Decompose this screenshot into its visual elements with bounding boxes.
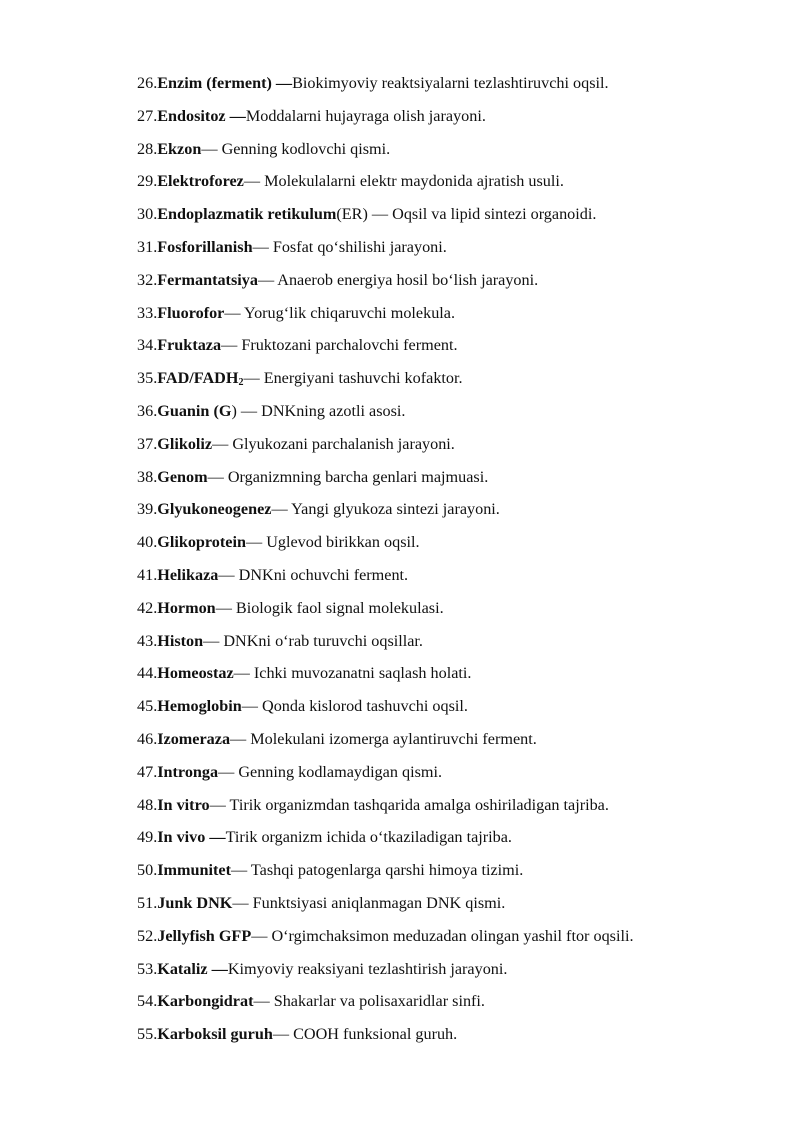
glossary-entry xyxy=(137,369,777,402)
entry-term: Endositoz — xyxy=(157,106,246,125)
glossary-entry xyxy=(137,304,777,337)
entry-definition: — Qonda kislorod tashuvchi oqsil. xyxy=(241,697,468,716)
entry-definition: — Glyukozani parchalanish jarayoni. xyxy=(212,434,455,453)
glossary-entry xyxy=(137,500,777,533)
entry-definition: — Uglevod birikkan oqsil. xyxy=(245,533,420,552)
entry-term: Immunitet xyxy=(157,861,231,880)
entry-number: 41. xyxy=(137,565,158,584)
entry-definition: — Yorug‘lik chiqaruvchi molekula. xyxy=(224,303,456,322)
glossary-entry xyxy=(137,828,777,861)
entry-definition: Moddalarni hujayraga olish jarayoni. xyxy=(245,106,486,125)
entry-number: 55. xyxy=(137,1025,158,1044)
glossary-entry xyxy=(137,927,777,960)
entry-number: 36. xyxy=(137,401,158,420)
entry-number: 46. xyxy=(137,729,158,748)
entry-definition: — Genning kodlamaydigan qismi. xyxy=(218,762,443,781)
entry-number: 52. xyxy=(137,926,158,945)
glossary-entry xyxy=(137,599,777,632)
entry-number: 45. xyxy=(137,697,158,716)
entry-definition: — DNKni ochuvchi ferment. xyxy=(218,565,409,584)
glossary-entry xyxy=(137,861,777,894)
entry-term: Endoplazmatik retikulum xyxy=(157,205,337,224)
entry-term: Hemoglobin xyxy=(157,697,242,716)
entry-definition: Biokimyoviy reaktsiyalarni tezlashtiruvchi oqsil. xyxy=(292,74,609,92)
entry-definition: ) — DNKning azotli asosi. xyxy=(231,401,406,420)
entry-number: 54. xyxy=(137,992,158,1011)
glossary-entry xyxy=(137,435,777,468)
entry-definition: — Energiyani tashuvchi kofaktor. xyxy=(243,369,463,388)
glossary-entry xyxy=(137,664,777,697)
entry-definition: — Funktsiyasi aniqlanmagan DNK qismi. xyxy=(232,893,506,912)
entry-number: 35. xyxy=(137,369,158,388)
glossary-entry xyxy=(137,533,777,566)
glossary-entry xyxy=(137,960,777,993)
entry-definition: — Genning kodlovchi qismi. xyxy=(201,139,391,158)
entry-term: Karbongidrat xyxy=(157,992,254,1011)
glossary-entry xyxy=(137,730,777,763)
entry-term: Karboksil guruh xyxy=(157,1025,273,1044)
entry-term: Hormon xyxy=(157,598,216,617)
entry-term: Homeostaz xyxy=(157,664,234,683)
entry-definition: — Molekulalarni elektr maydonida ajratish usuli. xyxy=(243,172,564,191)
entry-term: Intronga xyxy=(157,762,219,781)
entry-term: Histon xyxy=(157,631,204,650)
entry-term-subscript: 2 xyxy=(238,377,244,389)
entry-number: 50. xyxy=(137,861,158,880)
entry-term: Helikaza xyxy=(157,565,219,584)
glossary-entry xyxy=(137,140,777,173)
entry-term: Ekzon xyxy=(157,139,202,158)
entry-definition: — COOH funksional guruh. xyxy=(272,1025,458,1044)
glossary-entry xyxy=(137,205,777,238)
entry-number: 32. xyxy=(137,270,158,289)
entry-definition: — Tashqi patogenlarga qarshi himoya tizimi. xyxy=(230,861,524,880)
glossary-entry xyxy=(137,238,777,271)
entry-number: 47. xyxy=(137,762,158,781)
entry-number: 31. xyxy=(137,237,158,256)
entry-definition: — Anaerob energiya hosil bo‘lish jarayoni. xyxy=(257,270,539,289)
entry-term: Fruktaza xyxy=(157,336,222,355)
entry-number: 29. xyxy=(137,172,158,191)
entry-number: 53. xyxy=(137,959,158,978)
entry-number: 27. xyxy=(137,106,158,125)
entry-number: 38. xyxy=(137,467,158,486)
entry-definition: — Shakarlar va polisaxaridlar sinfi. xyxy=(253,992,485,1011)
entry-number: 26. xyxy=(137,74,158,92)
entry-number: 49. xyxy=(137,828,158,847)
entry-definition: (ER) — Oqsil va lipid sintezi organoidi. xyxy=(336,205,597,224)
glossary-entry xyxy=(137,796,777,829)
entry-term: Glyukoneogenez xyxy=(157,500,272,519)
entry-definition: — Ichki muvozanatni saqlash holati. xyxy=(233,664,472,683)
entry-term-text: FAD/FADH xyxy=(157,369,239,388)
entry-number: 42. xyxy=(137,598,158,617)
glossary-entry xyxy=(137,697,777,730)
entry-number: 39. xyxy=(137,500,158,519)
entry-definition: — Molekulani izomerga aylantiruvchi ferment. xyxy=(230,729,537,748)
glossary-entry xyxy=(137,172,777,205)
entry-term: Izomeraza xyxy=(157,729,231,748)
entry-definition: — DNKni o‘rab turuvchi oqsillar. xyxy=(203,631,423,650)
glossary-entry xyxy=(137,271,777,304)
entry-number: 48. xyxy=(137,795,158,814)
entry-definition: — Tirik organizmdan tashqarida amalga oshiriladigan tajriba. xyxy=(209,795,609,814)
glossary-entry xyxy=(137,992,777,1025)
entry-term: Guanin (G xyxy=(157,401,232,420)
entry-definition: — Yangi glyukoza sintezi jarayoni. xyxy=(271,500,500,519)
entry-number: 28. xyxy=(137,139,158,158)
entry-definition: Kimyoviy reaksiyani tezlashtirish jarayoni. xyxy=(227,959,508,978)
entry-number: 34. xyxy=(137,336,158,355)
entry-number: 33. xyxy=(137,303,158,322)
entry-number: 51. xyxy=(137,893,158,912)
entry-term: Fluorofor xyxy=(157,303,225,322)
entry-number: 44. xyxy=(137,664,158,683)
entry-term: Glikoliz xyxy=(157,434,213,453)
glossary-list xyxy=(137,74,777,1058)
entry-term: Kataliz — xyxy=(157,959,228,978)
entry-definition: — Fruktozani parchalovchi ferment. xyxy=(221,336,458,355)
entry-number: 37. xyxy=(137,434,158,453)
entry-term: Jellyfish GFP xyxy=(157,926,252,945)
entry-definition: — Biologik faol signal molekulasi. xyxy=(215,598,444,617)
glossary-entry xyxy=(137,402,777,435)
glossary-entry xyxy=(137,763,777,796)
entry-definition: — Fosfat qo‘shilishi jarayoni. xyxy=(252,237,447,256)
glossary-entry xyxy=(137,74,777,107)
entry-definition: — Organizmning barcha genlari majmuasi. xyxy=(207,467,489,486)
entry-term xyxy=(157,369,243,388)
entry-number: 40. xyxy=(137,533,158,552)
glossary-entry xyxy=(137,107,777,140)
entry-term: Elektroforez xyxy=(157,172,244,191)
entry-term: In vitro xyxy=(157,795,210,814)
entry-term: Fermantatsiya xyxy=(157,270,258,289)
entry-term: Junk DNK xyxy=(157,893,233,912)
glossary-entry xyxy=(137,894,777,927)
glossary-entry xyxy=(137,632,777,665)
entry-term: Genom xyxy=(157,467,208,486)
entry-definition: — O‘rgimchaksimon meduzadan olingan yashil ftor oqsili. xyxy=(251,926,634,945)
glossary-entry xyxy=(137,566,777,599)
entry-term: Fosforillanish xyxy=(157,237,253,256)
entry-term: Glikoprotein xyxy=(157,533,246,552)
entry-term: Enzim (ferment) — xyxy=(157,74,293,92)
entry-definition: Tirik organizm ichida o‘tkaziladigan tajriba. xyxy=(225,828,512,847)
glossary-entry xyxy=(137,1025,777,1058)
entry-number: 43. xyxy=(137,631,158,650)
glossary-entry xyxy=(137,468,777,501)
entry-term: In vivo — xyxy=(157,828,226,847)
glossary-entry xyxy=(137,336,777,369)
entry-number: 30. xyxy=(137,205,158,224)
